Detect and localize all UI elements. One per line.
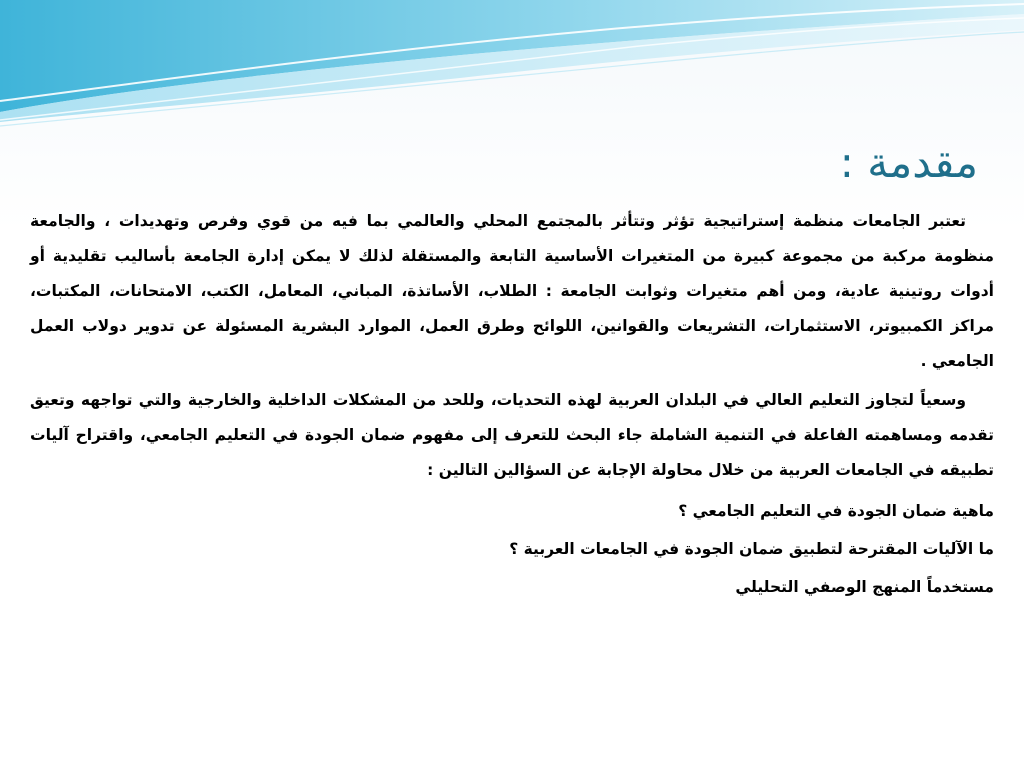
slide-body [30,204,994,606]
research-goal-paragraph: وسعياً لتجاوز التعليم العالي في البلدان العربية لهذه التحديات، وللحد من المشكلات الداخلية والخارجية والتي تواجهه وتعيق تقدمه ومساهمته الفاعلة في التنمية الشاملة جاء البحث للتعرف إلى مفهوم ضمان الجودة في التعليم الجامعي، واقتراح آليات تطبيقه في الجامعات العربية من خلال محاولة الإجابة عن السؤالين التالين : [30,391,994,479]
wave-header-decoration [0,0,1024,130]
research-question-2: ما الآليات المقترحة لتطبيق ضمان الجودة في الجامعات العربية ؟ [509,540,994,558]
slide-title: مقدمة : [839,138,978,187]
research-question-1: ماهية ضمان الجودة في التعليم الجامعي ؟ [678,502,994,520]
intro-paragraph: تعتبر الجامعات منظمة إستراتيجية تؤثر وتتأثر بالمجتمع المحلي والعالمي بما فيه من قوي وفرص وتهديدات ، والجامعة منظومة مركبة من مجموعة كبيرة من المتغيرات الأساسية التابعة والمستقلة لذلك لا يمكن إدارة الجامعة بأساليب تقليدية أو أدوات روتينية عادية، ومن أهم متغيرات وثوابت الجامعة : الطلاب، الأساتذة، المباني، المعامل، الكتب، الامتحانات، المكتبات، مراكز الكمبيوتر، الاستثمارات، التشريعات والقوانين، اللوائح وطرق العمل، الموارد البشرية المسئولة عن تدوير دولاب العمل الجامعي . [30,212,994,370]
methodology-line: مستخدماً المنهج الوصفي التحليلي [735,578,994,596]
